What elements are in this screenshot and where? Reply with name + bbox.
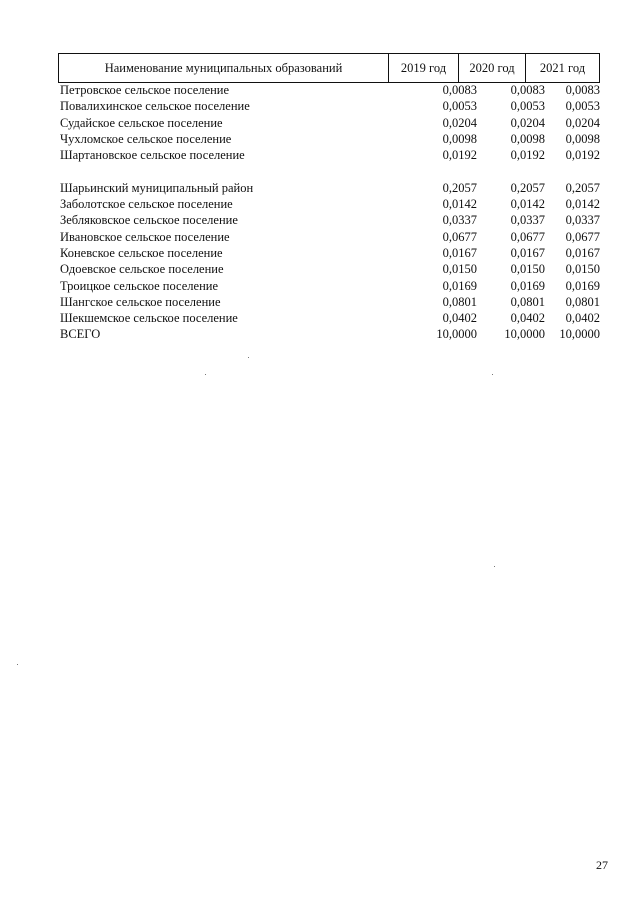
- row-value-2019: 0,0083: [442, 83, 477, 97]
- row-name: Ивановское сельское поселение: [60, 229, 230, 244]
- header-2020: 2020 год: [459, 54, 526, 83]
- table-row: [60, 131, 600, 147]
- row-value-2020: 0,0083: [510, 83, 545, 97]
- row-value-2020: 0,2057: [510, 180, 545, 195]
- row-name: Повалихинское сельское поселение: [60, 99, 250, 114]
- row-value-2019: 0,0053: [442, 99, 477, 114]
- scan-speck: [492, 374, 493, 375]
- row-name: Шартановское сельское поселение: [60, 148, 245, 163]
- table-row: [60, 278, 600, 294]
- row-value-2021: 0,2057: [565, 180, 600, 195]
- row-value-2021: 0,0083: [565, 83, 600, 97]
- row-value-2021: 0,0098: [565, 131, 600, 146]
- row-value-2019: 0,0142: [442, 197, 477, 212]
- row-value-2020: 0,0402: [510, 311, 545, 326]
- row-value-2020: 10,0000: [504, 327, 545, 342]
- row-name: ВСЕГО: [60, 327, 101, 342]
- table-row-district: [60, 180, 600, 196]
- scan-speck: [248, 357, 249, 358]
- row-value-2021: 10,0000: [559, 327, 600, 342]
- row-value-2021: 0,0142: [565, 197, 600, 212]
- row-value-2021: 0,0801: [565, 294, 600, 309]
- table-row: [60, 98, 600, 114]
- row-value-2020: 0,0801: [510, 294, 545, 309]
- row-value-2020: 0,0169: [510, 278, 545, 293]
- row-value-2020: 0,0677: [510, 229, 545, 244]
- row-value-2021: 0,0167: [565, 245, 600, 260]
- row-name: Петровское сельское поселение: [60, 83, 230, 97]
- row-value-2019: 0,2057: [442, 180, 477, 195]
- row-name: Чухломское сельское поселение: [60, 131, 232, 146]
- row-name: Шекшемское сельское поселение: [60, 311, 238, 326]
- row-value-2019: 0,0098: [442, 131, 477, 146]
- row-name: Заболотское сельское поселение: [60, 197, 233, 212]
- row-name: Коневское сельское поселение: [60, 245, 223, 260]
- row-value-2019: 0,0167: [442, 245, 477, 260]
- row-value-2019: 10,0000: [436, 327, 477, 342]
- table-row: [60, 147, 600, 163]
- page-number: 27: [596, 858, 608, 872]
- header-2021: 2021 год: [526, 54, 600, 83]
- row-value-2021: 0,0204: [565, 115, 600, 130]
- row-value-2020: 0,0192: [510, 148, 545, 163]
- table-header: [58, 53, 600, 83]
- row-value-2021: 0,0337: [565, 213, 600, 228]
- row-value-2021: 0,0677: [565, 229, 600, 244]
- row-value-2019: 0,0677: [442, 229, 477, 244]
- row-value-2019: 0,0192: [442, 148, 477, 163]
- row-value-2020: 0,0150: [510, 262, 545, 277]
- header-name-column: Наименование муниципальных образований: [59, 54, 389, 83]
- row-value-2019: 0,0337: [442, 213, 477, 228]
- row-name: Шарьинский муниципальный район: [60, 180, 254, 195]
- row-value-2021: 0,0053: [565, 99, 600, 114]
- table-row: [60, 212, 600, 228]
- table-row: [60, 115, 600, 131]
- table-row: [60, 310, 600, 326]
- scan-speck: [17, 664, 18, 665]
- header-2019: 2019 год: [389, 54, 459, 83]
- table-row: [60, 245, 600, 261]
- scan-speck: [205, 374, 206, 375]
- row-value-2019: 0,0204: [442, 115, 477, 130]
- row-value-2021: 0,0192: [565, 148, 600, 163]
- row-value-2019: 0,0402: [442, 311, 477, 326]
- scan-speck: [494, 566, 495, 567]
- table-row: [60, 82, 600, 98]
- row-value-2019: 0,0150: [442, 262, 477, 277]
- row-value-2020: 0,0053: [510, 99, 545, 114]
- row-name: Судайское сельское поселение: [60, 115, 223, 130]
- row-value-2021: 0,0169: [565, 278, 600, 293]
- row-name: Шангское сельское поселение: [60, 294, 221, 309]
- table-row-total: [60, 326, 600, 342]
- row-value-2019: 0,0801: [442, 294, 477, 309]
- table-row: [60, 229, 600, 245]
- row-value-2020: 0,0167: [510, 245, 545, 260]
- row-value-2020: 0,0337: [510, 213, 545, 228]
- row-value-2021: 0,0402: [565, 311, 600, 326]
- table-row: [60, 294, 600, 310]
- row-spacer: [60, 163, 600, 179]
- row-value-2020: 0,0098: [510, 131, 545, 146]
- row-value-2019: 0,0169: [442, 278, 477, 293]
- table-row: [60, 261, 600, 277]
- row-name: Троицкое сельское поселение: [60, 278, 219, 293]
- table-body: [60, 82, 600, 343]
- row-value-2020: 0,0142: [510, 197, 545, 212]
- row-name: Одоевское сельское поселение: [60, 262, 224, 277]
- row-value-2020: 0,0204: [510, 115, 545, 130]
- row-name: Зебляковское сельское поселение: [60, 213, 238, 228]
- row-value-2021: 0,0150: [565, 262, 600, 277]
- table-row: [60, 196, 600, 212]
